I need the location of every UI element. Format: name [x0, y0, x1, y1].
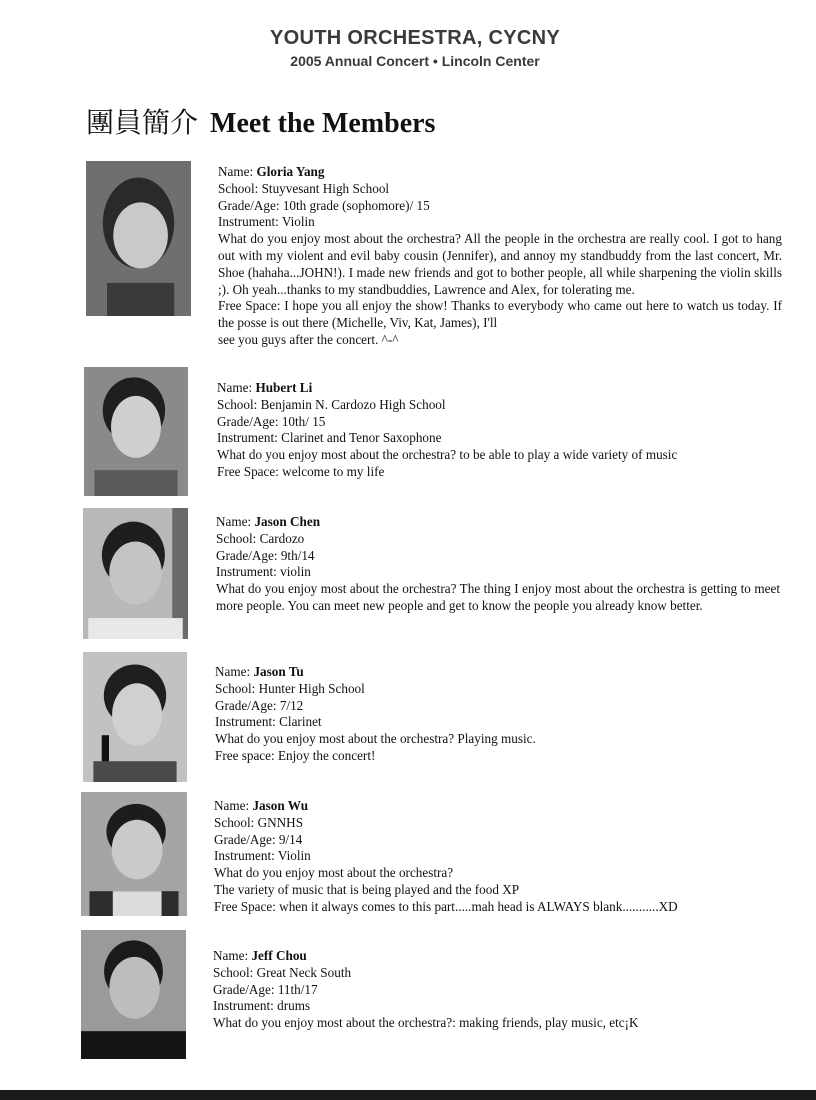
member-school-line — [216, 531, 780, 548]
member-grade: 10th/ 15 — [281, 413, 326, 429]
member-free-space-cont: see you guys after the concert. ^-^ — [218, 331, 399, 347]
member-name: Hubert Li — [255, 380, 313, 395]
page-bottom-border — [0, 1090, 816, 1100]
member-school: Great Neck South — [256, 964, 352, 980]
instrument-label: Instrument: — [217, 430, 282, 446]
member-name: Gloria Yang — [256, 164, 325, 179]
school-label: School: — [214, 814, 258, 830]
member-answer: What do you enjoy most about the orchestra? The thing I enjoy most about the orchestra is getting to meet more people. You can meet new people and get to know the people you already know better. — [216, 581, 780, 613]
member-bio — [214, 798, 778, 916]
grade-label: Grade/Age: — [217, 413, 282, 429]
member-school-line — [213, 965, 777, 982]
member-school-line — [217, 397, 781, 414]
member-free-space: Free Space: when it always comes to this part.....mah head is ALWAYS blank...........XD — [214, 898, 678, 914]
name-label: Name: — [213, 948, 252, 963]
member-school: GNNHS — [257, 814, 304, 830]
member-photo-jason-chen — [83, 508, 188, 639]
school-label: School: — [218, 180, 262, 196]
grade-label: Grade/Age: — [214, 831, 279, 847]
member-name-line — [216, 514, 780, 531]
member-name-line — [218, 164, 782, 181]
member-answer: What do you enjoy most about the orchestra? to be able to play a wide variety of music — [217, 447, 678, 463]
member-instrument: Violin — [281, 214, 315, 230]
member-grade-line — [214, 832, 778, 849]
member-school-line — [218, 181, 782, 198]
member-photo-jason-tu — [83, 652, 187, 782]
member-school: Hunter High School — [258, 680, 365, 696]
member-bio — [216, 514, 780, 615]
member-instrument: Clarinet — [279, 714, 322, 730]
member-bio — [213, 948, 777, 1032]
school-label: School: — [217, 396, 261, 412]
member-instrument: Clarinet and Tenor Saxophone — [281, 430, 442, 446]
member-grade-line — [217, 414, 781, 431]
page-title-chinese: 團員簡介 — [86, 108, 199, 139]
school-label: School: — [216, 530, 260, 546]
school-label: School: — [213, 964, 257, 980]
member-photo-hubert-li — [84, 367, 188, 496]
grade-label: Grade/Age: — [213, 981, 278, 997]
member-grade-line — [216, 548, 780, 565]
member-answer: What do you enjoy most about the orchestra?: making friends, play music, etc¡K — [213, 1015, 639, 1031]
instrument-label: Instrument: — [216, 564, 281, 580]
member-grade: 9th/14 — [280, 547, 315, 563]
member-grade-line — [218, 198, 782, 215]
member-grade-line — [213, 982, 777, 999]
grade-label: Grade/Age: — [215, 697, 280, 713]
page-title — [86, 101, 435, 141]
member-instrument-line — [218, 214, 782, 231]
name-label: Name: — [218, 164, 257, 179]
school-label: School: — [215, 680, 259, 696]
member-name-line — [213, 948, 777, 965]
member-photo-gloria-yang — [86, 161, 191, 316]
grade-label: Grade/Age: — [216, 547, 281, 563]
member-photo-jason-wu — [81, 792, 187, 916]
member-instrument-line — [215, 714, 779, 731]
instrument-label: Instrument: — [215, 714, 280, 730]
member-grade: 10th grade (sophomore)/ 15 — [282, 197, 430, 213]
member-school: Cardozo — [259, 530, 305, 546]
member-grade: 11th/17 — [277, 981, 318, 997]
member-school: Stuyvesant High School — [261, 180, 390, 196]
member-school: Benjamin N. Cardozo High School — [260, 396, 446, 412]
member-question: What do you enjoy most about the orchestra? — [214, 865, 454, 881]
member-instrument-line — [213, 998, 777, 1015]
name-label: Name: — [216, 514, 255, 529]
name-label: Name: — [217, 380, 256, 395]
name-label: Name: — [215, 664, 254, 679]
member-grade: 9/14 — [278, 831, 303, 847]
member-answer: What do you enjoy most about the orchestra? All the people in the orchestra are really cool. I got to hang out with my violent and evil baby cousin (Jennifer), and annoy my standbuddy from the last concert, Mr. Shoe (hahaha...JOHN!). I made new friends and got to bother people, all while sharpening the violin skills ;). Oh yeah...thanks to my standbuddies, Lawrence and Alex, for tolerating me. — [218, 231, 782, 297]
member-name-line — [217, 380, 781, 397]
member-grade: 7/12 — [279, 697, 304, 713]
page-title-english: Meet the Members — [210, 108, 436, 139]
instrument-label: Instrument: — [214, 848, 278, 864]
member-bio — [217, 380, 781, 481]
member-grade-line — [215, 698, 779, 715]
member-instrument-line — [216, 564, 780, 581]
member-name: Jason Tu — [253, 664, 304, 679]
member-instrument: drums — [277, 998, 311, 1014]
member-bio — [215, 664, 779, 765]
member-instrument: violin — [280, 564, 311, 580]
member-name-line — [214, 798, 778, 815]
member-name-line — [215, 664, 779, 681]
member-name: Jason Wu — [252, 798, 309, 813]
member-free-space: Free Space: I hope you all enjoy the show! Thanks to everybody who came out here to watch us today. If the posse is out there (Michelle, Viv, Kat, James), I'll — [218, 298, 782, 331]
member-bio — [218, 164, 782, 349]
member-answer: The variety of music that is being played and the food XP — [214, 881, 520, 897]
member-school-line — [214, 815, 778, 832]
member-name: Jason Chen — [254, 514, 321, 529]
member-instrument-line — [217, 430, 781, 447]
name-label: Name: — [214, 798, 253, 813]
member-instrument-line — [214, 848, 778, 865]
organization-name: YOUTH ORCHESTRA, CYCNY — [270, 27, 560, 49]
instrument-label: Instrument: — [213, 998, 278, 1014]
instrument-label: Instrument: — [218, 214, 282, 230]
member-name: Jeff Chou — [251, 948, 307, 963]
member-free-space: Free space: Enjoy the concert! — [215, 747, 376, 763]
member-photo-jeff-chou — [81, 930, 186, 1059]
member-school-line — [215, 681, 779, 698]
grade-label: Grade/Age: — [218, 197, 283, 213]
concert-subtitle: 2005 Annual Concert • Lincoln Center — [290, 53, 540, 69]
member-free-space: Free Space: welcome to my life — [217, 463, 385, 479]
member-answer: What do you enjoy most about the orchestra? Playing music. — [215, 731, 536, 747]
member-instrument: Violin — [277, 848, 311, 864]
